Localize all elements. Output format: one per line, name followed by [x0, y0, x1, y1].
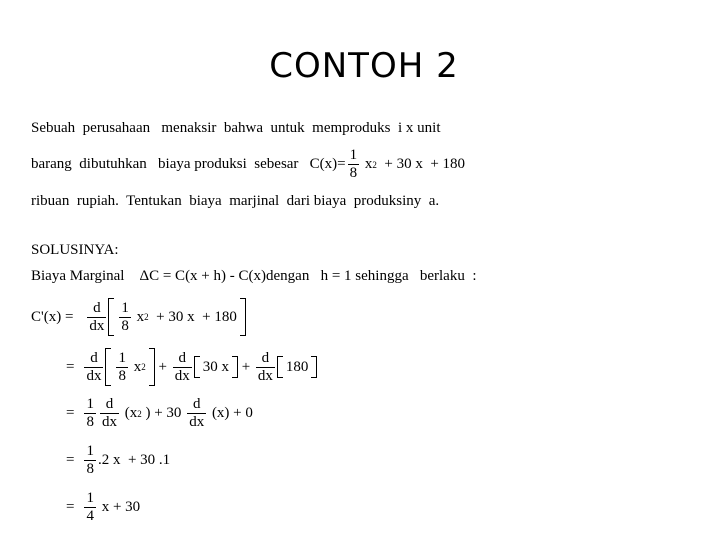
right-bracket	[311, 356, 317, 378]
bracket-content: 180	[285, 358, 309, 375]
fraction-denominator: 8	[86, 461, 94, 477]
dx-denominator: dx	[89, 317, 105, 334]
derivation-step-3	[66, 396, 253, 431]
dx-denominator: dx	[189, 414, 205, 430]
fraction-denominator: 8	[121, 317, 129, 334]
left-bracket	[194, 356, 200, 378]
derivative-operator	[84, 350, 103, 385]
derivative-operator	[87, 300, 106, 335]
fraction-denominator: 8	[118, 367, 126, 384]
equals-sign: =	[66, 499, 75, 515]
dx-denominator: dx	[257, 367, 273, 384]
expression-tail: + 30 x + 180	[148, 308, 237, 325]
exponent: 2	[144, 312, 149, 322]
d-numerator: d	[93, 299, 101, 316]
exponent: 2	[372, 159, 377, 170]
marginal-cost-definition: Biaya Marginal ΔC = C(x + h) - C(x)dengan h = 1 sehingga berlaku :	[31, 268, 477, 284]
d-numerator: d	[261, 349, 270, 366]
derivative-operator	[100, 396, 119, 431]
solution-heading: SOLUSINYA:	[31, 242, 119, 258]
fraction-denominator: 8	[86, 414, 94, 430]
plus-sign: +	[237, 358, 254, 375]
left-bracket	[108, 298, 114, 336]
exponent: 2	[141, 362, 146, 372]
equals-sign: =	[66, 358, 75, 375]
d-numerator: d	[178, 349, 186, 366]
variable-x: x	[361, 156, 373, 172]
right-bracket	[240, 298, 246, 336]
slide-title: CONTOH 2	[269, 46, 459, 86]
variable-x: x	[129, 358, 142, 375]
fraction-numerator: 1	[121, 299, 129, 316]
fraction-numerator: 1	[86, 490, 94, 506]
derivative-operator	[173, 350, 192, 385]
bracket-content: 30 x	[202, 358, 229, 375]
left-bracket	[277, 356, 283, 378]
d-numerator: d	[90, 349, 98, 366]
problem-line-2-prefix: barang dibutuhkan biaya produksi sebesar C(x)=	[31, 156, 346, 172]
fraction-numerator: 1	[86, 396, 94, 412]
d-numerator: d	[105, 396, 114, 412]
plus-sign: +	[154, 358, 171, 375]
fraction-one-eighth	[116, 350, 128, 385]
problem-line-1: Sebuah perusahaan menaksir bahwa untuk memproduks i x unit	[31, 120, 441, 136]
exponent: 2	[137, 408, 142, 419]
derivative-lhs: C'(x) =	[31, 308, 74, 325]
left-bracket	[105, 348, 111, 386]
derivation-step-2	[66, 348, 317, 386]
fraction-denominator: 4	[86, 508, 94, 524]
dx-denominator: dx	[101, 414, 117, 430]
derivative-operator	[187, 396, 206, 431]
equals-sign: =	[66, 405, 75, 421]
d-numerator: d	[192, 396, 201, 412]
variable-x: x	[132, 308, 145, 325]
derivative-operator	[256, 350, 275, 385]
expression-tail: .2 x + 30 .1	[97, 452, 171, 468]
expression-tail: x + 30	[97, 499, 141, 515]
derivation-step-4	[66, 443, 170, 478]
expression-part: (x	[120, 405, 138, 421]
fraction-numerator: 1	[349, 147, 358, 163]
fraction-one-eighth	[84, 396, 96, 431]
fraction-one-eighth	[119, 300, 131, 335]
fraction-numerator: 1	[118, 349, 126, 366]
derivation-step-1	[31, 298, 246, 336]
problem-line-3: ribuan rupiah. Tentukan biaya marjinal dari biaya produksiny a.	[31, 193, 440, 209]
fraction-one-eighth	[84, 443, 96, 478]
derivation-step-5	[66, 490, 140, 525]
fraction-numerator: 1	[86, 443, 94, 459]
dx-denominator: dx	[174, 367, 190, 384]
equals-sign: =	[66, 452, 75, 468]
expression-part: ) + 30	[141, 405, 186, 421]
problem-line-2-tail: + 30 x + 180	[376, 156, 466, 172]
fraction-one-eighth	[348, 147, 360, 182]
fraction-one-quarter	[84, 490, 96, 525]
problem-line-2	[31, 147, 465, 182]
dx-denominator: dx	[86, 367, 102, 384]
fraction-denominator: 8	[349, 165, 358, 181]
expression-tail: (x) + 0	[208, 405, 253, 421]
